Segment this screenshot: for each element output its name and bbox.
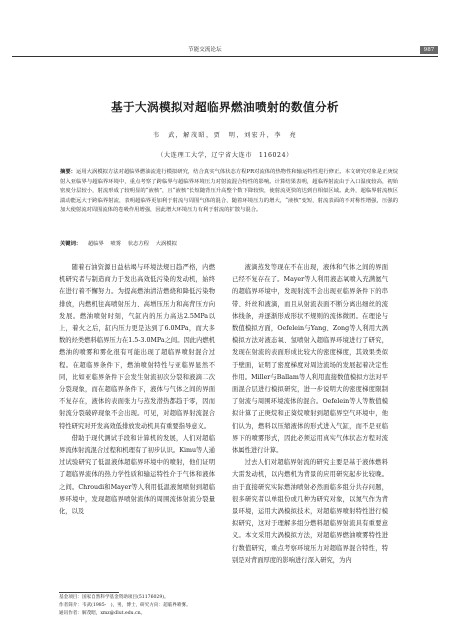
keyword-item: 大涡模拟 bbox=[155, 241, 177, 247]
keyword-item: 状态方程 bbox=[127, 241, 149, 247]
body-paragraph: 随着石油资源日益枯竭与环境法规日趋严格，内燃机研究者与制造商力于发出高效低污染的发动机，始终在进行着不懈努力。为提高燃油清洁燃烧和降低污染物排放，内燃机往高喷射压力、高增压压力和高背压方向发展。燃油喷射时刻，气缸内的压力高达2.5MPa以上，着火之后，缸内压力更是达到了6.0MPa，而大多数的烃类燃料临界压力在1.5-3.0MPa之间。因此内燃机燃油的喷雾和雾化很有可能出现了超临界喷射混合过程。在超临界条件下，燃油喷射特性与亚临界显然不同，比如亚临界条件下会发生射流初次分裂和液滴二次分裂现象，而在超临界条件下，液体与气体之间的界面不复存在，液体的表面张力与蒸发潜热都趋于零，因而射流分裂破碎现象不会出现。可见，对超临界射流混合特性研究对开发高效低排放发动机具有重要指导意义。 bbox=[59, 264, 215, 430]
keywords-label: 关键词： bbox=[60, 241, 82, 247]
author-list: 韦 武，解茂昭，贾 明，刘宏升，李 亮 bbox=[152, 132, 298, 139]
affiliation: （大连理工大学，辽宁省大连市 116024） bbox=[157, 152, 293, 159]
journal-section-title: 节能交流论坛 bbox=[188, 47, 222, 53]
body-column-right bbox=[232, 262, 388, 567]
footnote-funding: 基金项目：国家自然科学基金资助项目(51176029)。 bbox=[59, 595, 169, 600]
body-column-left bbox=[59, 262, 215, 518]
keyword-item: 喷雾 bbox=[110, 241, 122, 247]
keyword-item: 超临界 bbox=[87, 241, 104, 247]
body-paragraph: 过去人们对超临界射流的研究主要是基于液体燃料大雷发动机，以内燃机为背景的应用研究起步比较晚。由于直接研究实际燃油喷射必然面临多组分共存问题，很多研究者以单组份或几种为研究对象，以氮气作为背景环境，运用大涡模拟技术，对超临界喷射特性进行模拟研究，这对于理解多组分燃料超临界射流具有重要意义。本文采用大涡模拟方法，对超临界燃油喷雾特性进行数值研究，重点考察环境压力对超临界混合特性，特别是对背面厚度的影响进行深入研究，为内 bbox=[232, 459, 388, 564]
running-header bbox=[12, 46, 438, 57]
body-paragraph: 液滴蒸发等现在不在出现，液体和气体之间的界面已经不复存在了。Mayer等人利用液态氧喷入充满氦气的超临界环境中，发现射流不会出现亚临界条件下的串带、纤丝和液滴，而且从射流表面不断分离出细丝的流体线条，并逐渐形成形状不规则的流体微团。在理论与数值模拟方面，Oefelein与Yang、Zong等人利用大涡模拟方法对液态氧、氢喷射入超临界环境进行了研究，发现在射流的表面形成比较大的密度梯度，其效果类似于壁面，证明了密度梯度对周边流场的发展起着决定性作用。Miller与Ballam等人利用直接数值模拟方法对平面混合层进行模拟研究，进一步说明大的密度梯度限制了射流与周围环境流体的混合。Oefelein等人等数值模拟计算了正庚烷和正葵烷喷射到超临界空气环境中，他们认为，燃料以压缩液体的形式进入气缸，而不是亚临界下的喷雾形式，因此必须运用真实气体状态方程对流体属性进行计算。 bbox=[232, 264, 388, 455]
paper-title: 基于大涡模拟对超临界燃油喷射的数值分析 bbox=[111, 100, 339, 114]
footnote-divider bbox=[59, 592, 119, 593]
abstract-text: 运用大涡模拟方法对超临界燃油流进行模拟研究，结合真实气体状态方程PR对流体的热物性和输运特性进行修正。本文研究对象是正庚烷射入亚临界与超临界环境中，重点考察了跨临界与超临界环境压力对射流混合特性的影响。计算结果表明，超临界射流由于入口温度较高，初始密度分层较小，射流形成了较明显的“液核”，且“液核”长短随背压升高整个数下降较快，使射流更快的达到自相似区域。此外，超临界射流核区湍动能远大于跨临界射流，表明超临界更加利于射流与周围气体的混合，随着环境压力的增大，“液核”变短，射流表面的不对称性增强，压强的加大使射流对周围流体的卷吸作用增强，因此增大环境压力有利于射流的扩散与混合。 bbox=[60, 169, 398, 214]
footnote-corresponding: 通讯作者：解茂昭，xmz@dlut.edu.cn。 bbox=[59, 611, 146, 617]
abstract-block bbox=[60, 168, 398, 216]
body-paragraph: 借助于现代测试手段和计算机的发展，人们对超临界流体射流混合过程和机理有了初步认识。Kimu等人通过试验研究了低温液体超临界环境中的喷射，他们证明了超临界流体的热力学性质和输运特性介于气体和液体之间。Chroudi和Mayer等人利用低温液氮喷射到超临界环境中，发现超临界喷射流体的周围流体射流分裂量化，以及 bbox=[59, 434, 215, 516]
footnotes bbox=[59, 594, 219, 619]
abstract-label: 摘要： bbox=[60, 169, 76, 175]
keywords-block bbox=[60, 240, 398, 249]
footnote-author-bio: 作者简介：韦武(1985- )，男，博士，研究方向：超临界喷雾。 bbox=[59, 603, 191, 609]
page-number-badge: 987 bbox=[420, 46, 438, 54]
